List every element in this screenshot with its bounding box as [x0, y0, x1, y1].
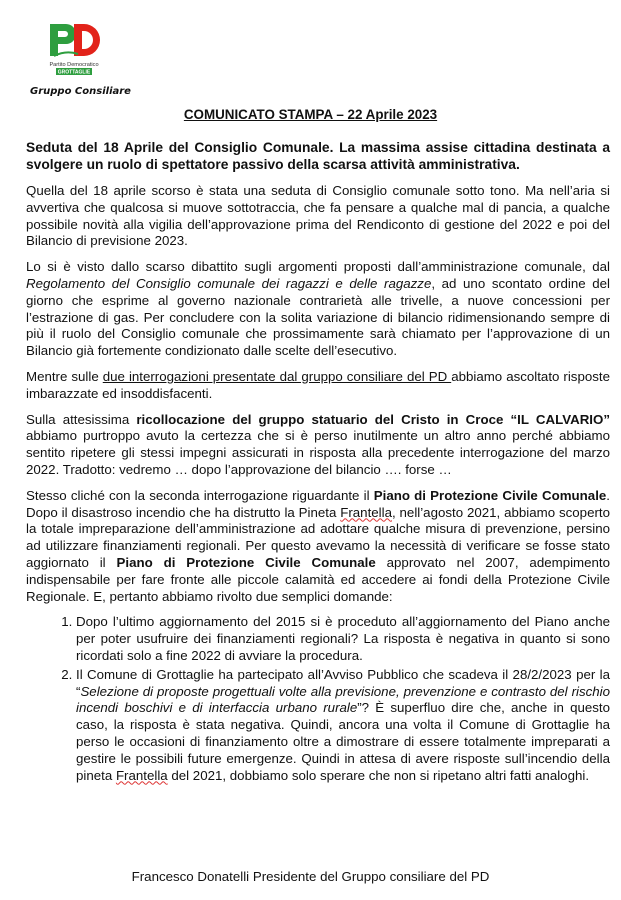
p5-text-g: approvato nel 2007, adempimento indispensabile per fare fronte alle piccole calamità ed accedere ai fondi della Protezione Civile Regionale. E, pertanto abbiamo rivolto due semplici domande: [26, 554, 610, 604]
paragraph-3 [26, 369, 610, 403]
press-release-title: COMUNICATO STAMPA – 22 Aprile 2023 [183, 107, 438, 122]
p3-text-c: abbiamo ascoltato risposte imbarazzate ed insoddisfacenti. [26, 368, 610, 401]
signature: Francesco Donatelli Presidente del Gruppo consiliare del PD [131, 869, 490, 884]
paragraph-4 [26, 412, 610, 479]
questions-list [26, 614, 610, 784]
list-item-2-text-e: del 2021, dobbiamo solo sperare che non si ripetano altri fatti analoghi. [167, 767, 590, 783]
paragraph-5 [26, 488, 610, 606]
paragraph-1: Quella del 18 aprile scorso è stata una seduta di Consiglio comunale sotto tono. Ma nell’aria si avvertiva che qualcosa si muove sottotraccia, che fa pensare a qualche mal di pancia, a qualche possibile novità alla vigilia dell’approvazione prima del Rendiconto di gestione del 2022 e poi del Bilancio di previsione 2023. [26, 183, 610, 249]
p5-text-a: Stesso cliché con la seconda interrogazione riguardante il [26, 487, 374, 503]
p5-frantella: Frantella [340, 504, 392, 520]
p5-text-c: . Dopo il disastroso incendio che ha distrutto la Pineta [26, 487, 610, 520]
pd-logo [44, 16, 104, 76]
list-item-2-text-c: ”? È superfluo dire che, anche in questo caso, la risposta è stata negativa. Quindi, ancora una volta il Comune di Grottaglie ha perso le occasioni di finanziamento oltre a dimostrare di essere totalmente impreparati a gestire le possibili future emergenze. Quindi in attesa di avere risposte sull’incendio della pineta [76, 700, 610, 783]
logo-name-line2: GROTTAGLIE [57, 69, 91, 76]
p4-text-c: abbiamo purtroppo avuto la certezza che si è perso inutilmente un altro anno perché abbiamo sentito ripetere gli stessi impegni assicurati in risposta alla precedente interrogazione del marzo 2022. Tradotto: vedremo … dopo l’approvazione del bilancio …. forse … [26, 428, 610, 477]
list-item-2-italic: Selezione di proposte progettuali volte alla previsione, prevenzione e contrasto del rischio incendi boschivi e di interfaccia urbano rurale [76, 683, 610, 716]
list-item-1-text: Dopo l’ultimo aggiornamento del 2015 si è proceduto all’aggiornamento del Piano anche per poter usufruire dei finanziamenti regionali? La risposta è negativa in quanto si sono ricordati solo a fine 2022 di avviare la procedura. [76, 614, 610, 663]
list-item-2-frantella: Frantella [115, 767, 168, 783]
p2-regulation-title: Regolamento del Consiglio comunale dei ragazzi e delle ragazze [26, 275, 432, 291]
p3-underlined-text: due interrogazioni presentate dal gruppo consiliare del PD [102, 368, 452, 384]
p4-text-a: Sulla attesissima [26, 411, 137, 427]
p5-bold-plan-2: Piano di Protezione Civile Comunale [116, 554, 376, 570]
p5-text-e: , nell’agosto 2021, abbiamo scoperto la totale impreparazione dell’amministrazione ad adottare qualche misura di prevenzione, persino ad utilizzare finanziamenti regionali. Per questo avevamo la necessità di verificare se fosse stato aggiornato il [26, 504, 610, 570]
logo-name-line1: Partito Democratico [49, 62, 99, 68]
document-body [26, 139, 610, 786]
paragraph-2 [26, 259, 610, 360]
list-item [76, 614, 610, 664]
p2-text-a: Lo si è visto dallo scarso dibattito sugli argomenti proposti dall’amministrazione comunale, dal [26, 259, 610, 275]
p4-bold-text: ricollocazione del gruppo statuario del Cristo in Croce “IL CALVARIO” [136, 411, 610, 427]
group-label: Gruppo Consiliare [30, 86, 131, 97]
lead-paragraph: Seduta del 18 Aprile del Consiglio Comunale. La massima assise cittadina destinata a svolgere un ruolo di spettatore passivo della scarsa attività amministrativa. [26, 140, 610, 172]
list-item [76, 667, 610, 785]
p3-text-a: Mentre sulle [26, 368, 103, 384]
p2-text-c: , ad uno scontato ordine del giorno che esprime al governo nazionale contrarietà alle trivelle, a nuove concessioni per l’estrazione di gas. Per concludere con la solita variazione di bilancio ridimensionando sempre di più il ruolo del Consiglio comunale che prossimamente sarà chiamato per l’approvazione di un Bilancio già fortemente condizionato dalle scelte dell’esecutivo. [26, 275, 610, 359]
p5-bold-plan-1: Piano di Protezione Civile Comunale [373, 487, 607, 503]
list-item-2-text-a: Il Comune di Grottaglie ha partecipato all’Avviso Pubblico che scadeva il 28/2/2023 per la “ [76, 666, 610, 699]
